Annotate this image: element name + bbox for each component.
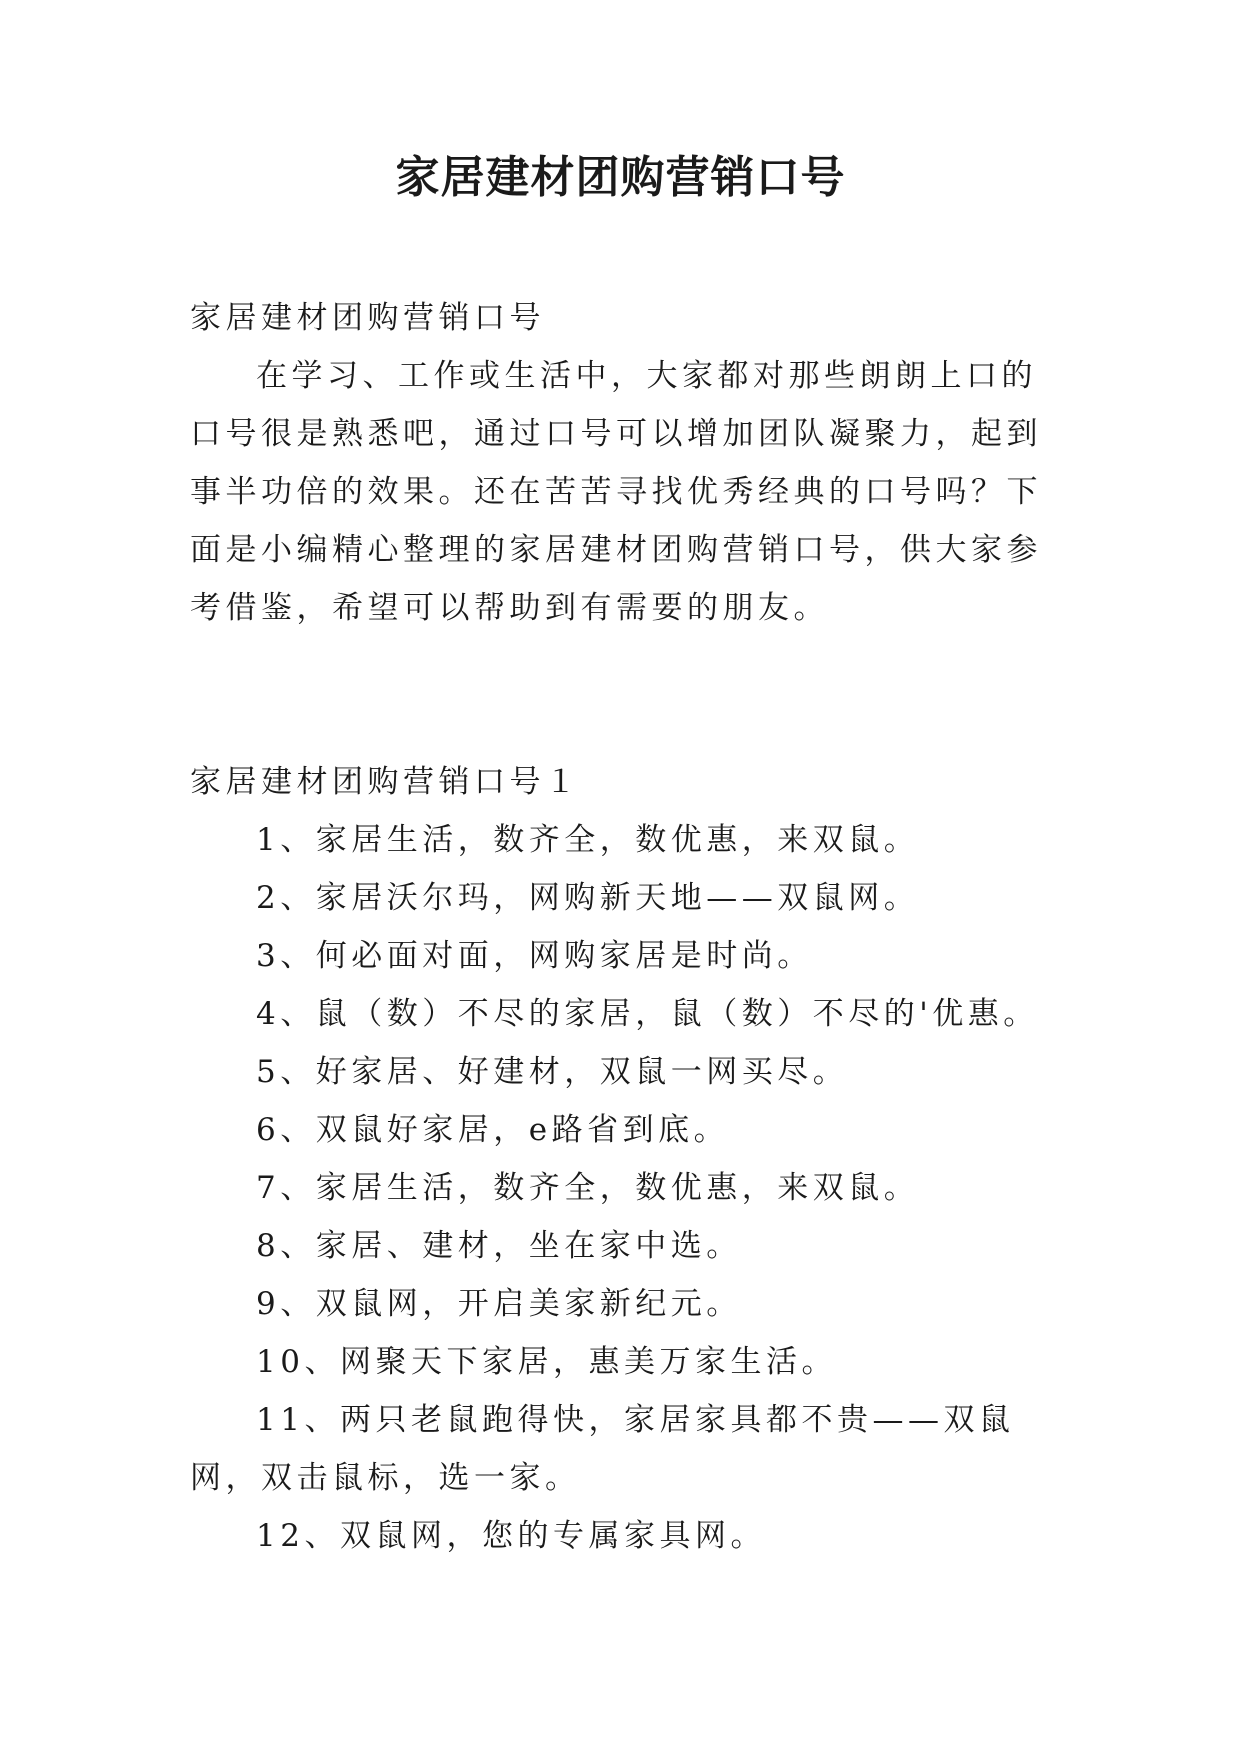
document-title: 家居建材团购营销口号 [395, 152, 846, 203]
list-item: 6、双鼠好家居，e路省到底。 [256, 1112, 730, 1148]
list-item: 2、家居沃尔玛，网购新天地——双鼠网。 [256, 880, 920, 916]
list-item: 10、网聚天下家居，惠美万家生活。 [256, 1344, 837, 1380]
list-item: 8、家居、建材，坐在家中选。 [256, 1228, 742, 1264]
list-item: 5、好家居、好建材，双鼠一网买尽。 [256, 1054, 849, 1090]
list-item: 3、何必面对面，网购家居是时尚。 [256, 938, 813, 974]
section-spacer [190, 637, 1050, 753]
document-subtitle: 家居建材团购营销口号 [190, 300, 545, 336]
list-item: 9、双鼠网，开启美家新纪元。 [256, 1286, 742, 1322]
list-item: 4、鼠（数）不尽的家居，鼠（数）不尽的'优惠。 [256, 996, 1039, 1032]
list-item: 1、家居生活，数齐全，数优惠，来双鼠。 [256, 822, 920, 858]
section-heading: 家居建材团购营销口号１ [190, 764, 581, 800]
intro-paragraph: 在学习、工作或生活中，大家都对那些朗朗上口的口号很是熟悉吧，通过口号可以增加团队凝聚力，起到事半功倍的效果。还在苦苦寻找优秀经典的口号吗？下面是小编精心整理的家居建材团购营销口号，供大家参考借鉴，希望可以帮助到有需要的朋友。 [190, 358, 1042, 626]
document-body [190, 289, 1050, 1565]
list-item: 11、两只老鼠跑得快，家居家具都不贵——双鼠网，双击鼠标，选一家。 [190, 1402, 1015, 1496]
list-item: 7、家居生活，数齐全，数优惠，来双鼠。 [256, 1170, 920, 1206]
list-item: 12、双鼠网，您的专属家具网。 [256, 1518, 766, 1554]
